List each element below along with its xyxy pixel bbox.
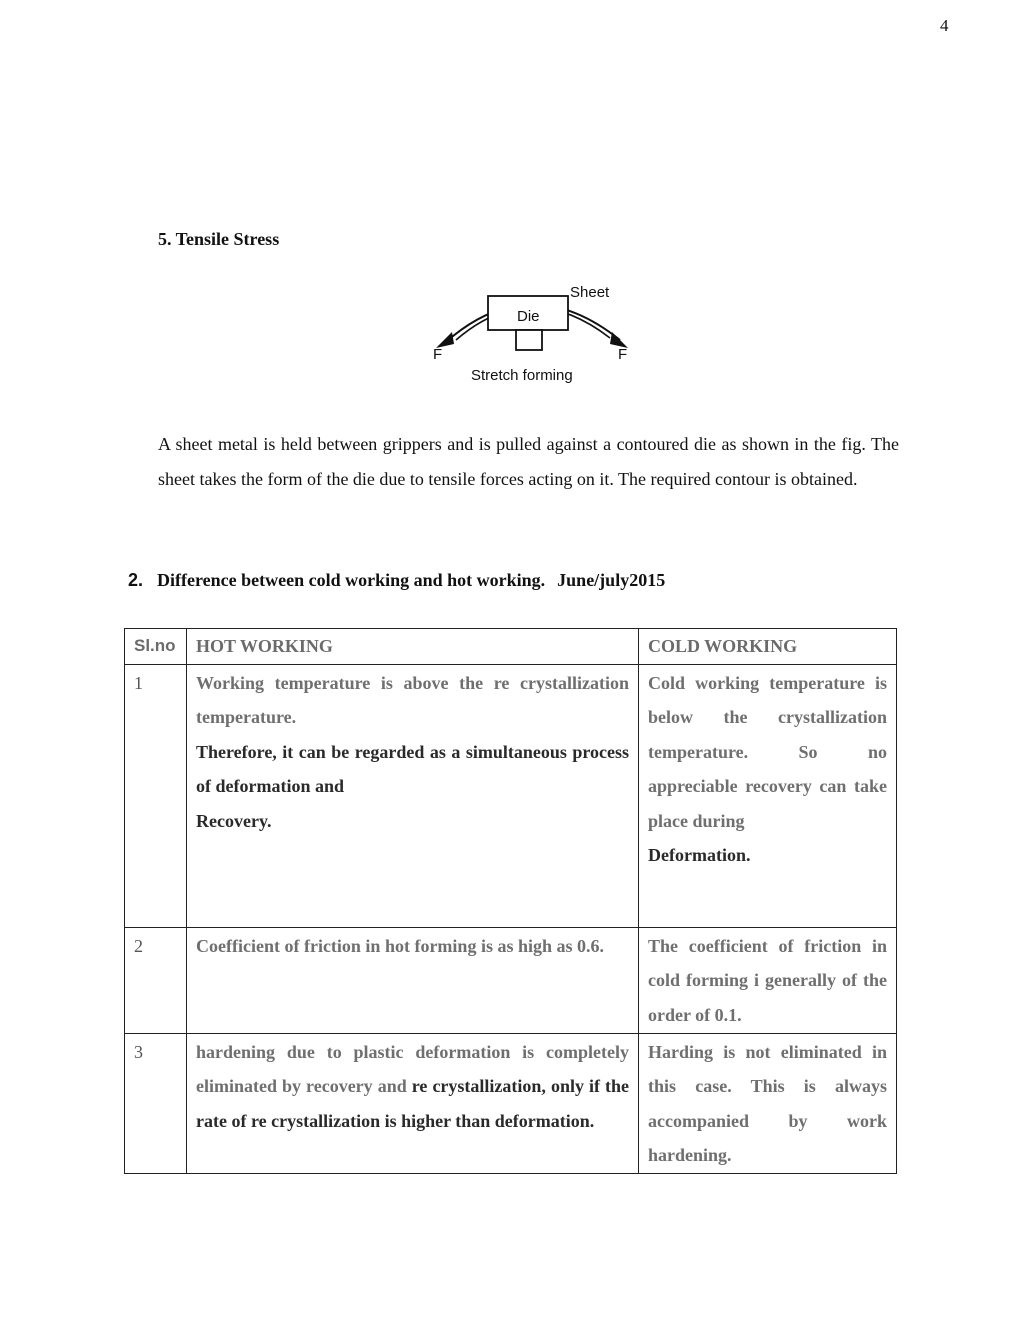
row-number: 3 bbox=[125, 1033, 187, 1173]
table-row bbox=[125, 664, 897, 927]
stretch-forming-figure bbox=[426, 274, 652, 392]
page-number: 4 bbox=[940, 16, 949, 35]
cell-text: re crystallization, only if the rate of re crystallization is higher than deformation. bbox=[196, 1076, 629, 1131]
row-number: 2 bbox=[125, 927, 187, 1033]
cell-text: Recovery. bbox=[196, 810, 272, 831]
cell-text: hardening due to plastic deformation is completely eliminated by recovery and bbox=[196, 1041, 629, 1096]
cold-working-cell: Harding is not eliminated in this case. This is always accompanied by work hardening. bbox=[639, 1033, 897, 1173]
question-heading bbox=[128, 570, 665, 591]
comparison-table bbox=[124, 628, 897, 1174]
hot-working-cell: Coefficient of friction in hot forming is as high as 0.6. bbox=[187, 927, 639, 1033]
hot-working-cell bbox=[187, 1033, 639, 1173]
cold-working-cell bbox=[639, 664, 897, 927]
force-right-label: F bbox=[618, 346, 628, 363]
die-stem bbox=[516, 330, 542, 350]
table-row bbox=[125, 1033, 897, 1173]
die-label: Die bbox=[517, 308, 540, 325]
question-title: Difference between cold working and hot working. bbox=[157, 570, 546, 590]
row-number: 1 bbox=[125, 664, 187, 927]
header-slno: Sl.no bbox=[125, 629, 187, 665]
cell-text: Cold working temperature is below the crystallization temperature. So no appreciable recovery can take place during bbox=[648, 672, 887, 831]
section-heading: 5. Tensile Stress bbox=[158, 229, 280, 249]
header-cold-working: COLD WORKING bbox=[639, 629, 897, 665]
cell-text: Therefore, it can be regarded as a simultaneous process of deformation and bbox=[196, 741, 629, 796]
cell-text: Working temperature is above the re crystallization temperature. bbox=[196, 672, 629, 727]
figure-caption: Stretch forming bbox=[471, 367, 573, 384]
sheet-label: Sheet bbox=[570, 284, 610, 301]
question-number: 2. bbox=[128, 570, 144, 590]
hot-working-cell bbox=[187, 664, 639, 927]
table-row bbox=[125, 927, 897, 1033]
body-paragraph: A sheet metal is held between grippers and is pulled against a contoured die as shown in the fig. The sheet takes the form of the die due to tensile forces acting on it. The required contour is obtained. bbox=[158, 434, 899, 489]
question-suffix: June/july2015 bbox=[557, 570, 666, 590]
cell-text: Deformation. bbox=[648, 845, 751, 865]
header-hot-working: HOT WORKING bbox=[187, 629, 639, 665]
cold-working-cell: The coefficient of friction in cold forming i generally of the order of 0.1. bbox=[639, 927, 897, 1033]
table-header-row bbox=[125, 629, 897, 665]
force-left-label: F bbox=[433, 346, 443, 363]
